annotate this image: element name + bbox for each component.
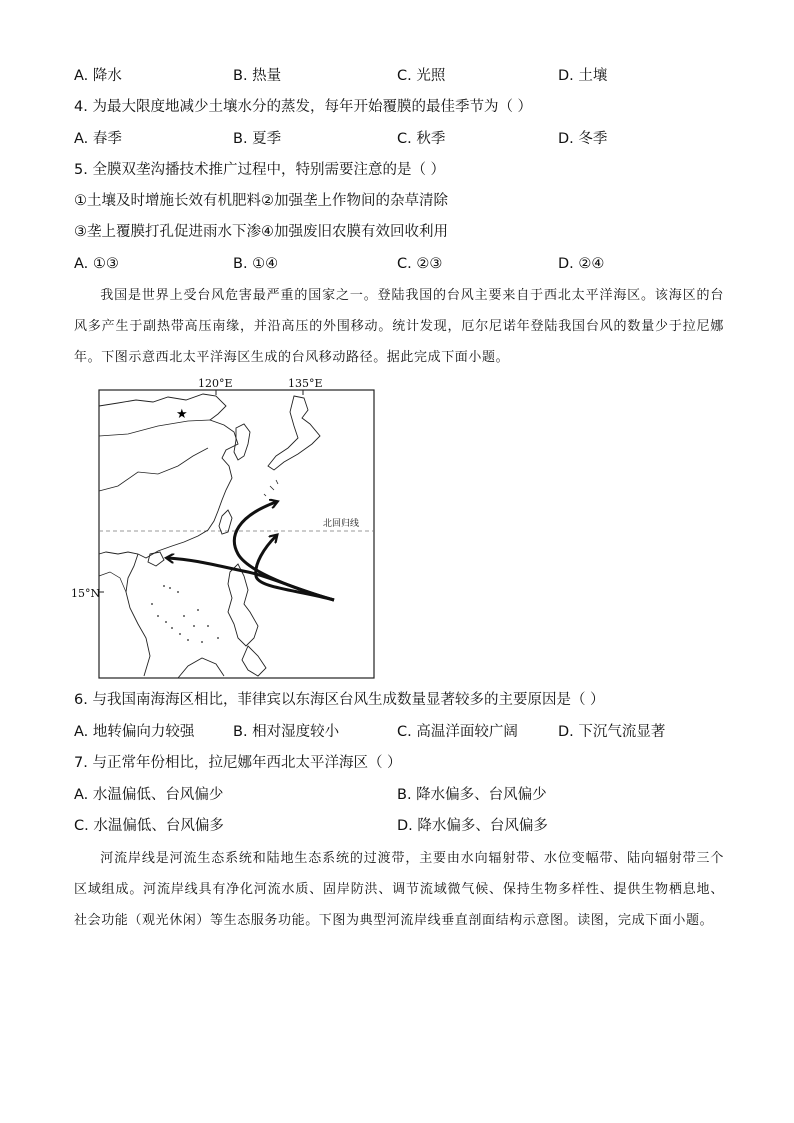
lat-15-outer-label: 15°N <box>71 587 101 600</box>
lon-120-label: 120°E <box>198 377 233 390</box>
q7-option-b: B. 降水偏多、台风偏少 <box>397 787 547 803</box>
q3-option-a: A. 降水 <box>74 68 122 84</box>
q4-stem: 4. 为最大限度地减少土壤水分的蒸发，每年开始覆膜的最佳季节为（ ） <box>74 99 533 115</box>
q6-option-a: A. 地转偏向力较强 <box>74 724 195 740</box>
q5-stem: 5. 全膜双垄沟播技术推广过程中，特别需要注意的是（ ） <box>74 162 446 178</box>
q4-option-a: A. 春季 <box>74 131 122 147</box>
river-passage-text: 河流岸线是河流生态系统和陆地生态系统的过渡带，主要由水向辐射带、水位变幅带、陆向辐射带三个区域组成。河流岸线具有净化河流水质、固岸防洪、调节流域微气候、保持生物多样性、提供生物栖息地、社会功能（观光休闲）等生态服务功能。下图为典型河流岸线垂直剖面结构示意图。读图，完成下面小题。 <box>74 851 724 928</box>
q4-option-d: D. 冬季 <box>558 131 608 147</box>
q3-option-c: C. 光照 <box>397 68 446 84</box>
q6-stem: 6. 与我国南海海区相比，菲律宾以东海区台风生成数量显著较多的主要原因是（ ） <box>74 692 605 708</box>
lon-135-label: 135°E <box>288 377 323 390</box>
q7-option-c: C. 水温偏低、台风偏多 <box>74 818 224 834</box>
q4-option-b: B. 夏季 <box>233 131 282 147</box>
q7-option-d: D. 降水偏多、台风偏多 <box>397 818 548 834</box>
q5-option-d: D. ②④ <box>558 256 605 272</box>
q7-stem: 7. 与正常年份相比，拉尼娜年西北太平洋海区（ ） <box>74 755 402 771</box>
typhoon-passage-text: 我国是世界上受台风危害最严重的国家之一。登陆我国的台风主要来自于西北太平洋海区。该海区的台风多产生于副热带高压南缘，并沿高压的外围移动。统计发现，厄尔尼诺年登陆我国台风的数量少于拉尼娜年。下图示意西北太平洋海区生成的台风移动路径。据此完成下面小题。 <box>74 288 724 365</box>
typhoon-path-map <box>98 376 384 680</box>
typhoon-passage <box>74 280 724 373</box>
q5-option-a: A. ①③ <box>74 256 119 272</box>
q6-option-b: B. 相对湿度较小 <box>233 724 340 740</box>
q6-option-d: D. 下沉气流显著 <box>558 724 666 740</box>
q3-option-b: B. 热量 <box>233 68 282 84</box>
q5-items-line1: ①土壤及时增施长效有机肥料②加强垄上作物间的杂草清除 <box>74 193 448 209</box>
q7-option-a: A. 水温偏低、台风偏少 <box>74 787 224 803</box>
q6-option-c: C. 高温洋面较广阔 <box>397 724 518 740</box>
tropic-of-cancer-label: 北回归线 <box>323 519 360 529</box>
q5-items-line2: ③垄上覆膜打孔促进雨水下渗④加强废旧农膜有效回收利用 <box>74 224 448 240</box>
q3-option-d: D. 土壤 <box>558 68 608 84</box>
q4-option-c: C. 秋季 <box>397 131 446 147</box>
q5-option-b: B. ①④ <box>233 256 279 272</box>
q5-option-c: C. ②③ <box>397 256 443 272</box>
capital-star-icon: ★ <box>176 407 188 422</box>
river-passage <box>74 843 724 936</box>
